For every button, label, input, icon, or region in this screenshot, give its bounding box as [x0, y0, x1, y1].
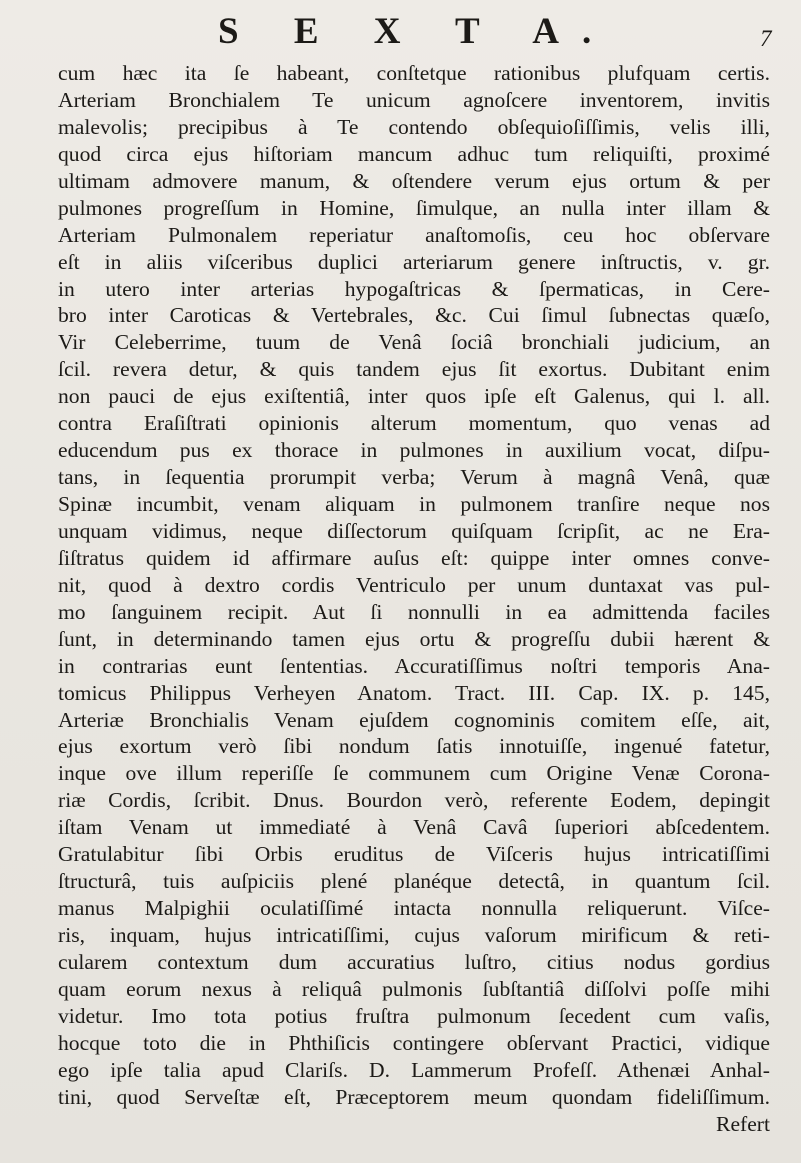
text-line: non pauci de ejus exiſtentiâ, inter quos ipſe eſt Galenus, qui l. all.	[58, 384, 770, 409]
text-line: riæ Cordis, ſcribit. Dnus. Bourdon verò, referente Eodem, depingit	[58, 788, 770, 813]
text-line: tini, quod Serveſtæ eſt, Præceptorem meum quondam fideliſſimum.	[58, 1084, 770, 1109]
text-line: ego ipſe talia apud Clariſs. D. Lammerum Profeſſ. Athenæi Anhal-	[58, 1057, 770, 1082]
text-line: in utero inter arterias hypogaſtricas & ſpermaticas, in Cere-	[58, 276, 770, 301]
text-line: iſtam Venam ut immediaté à Venâ Cavâ ſuperiori abſcedentem.	[58, 815, 770, 840]
text-line: cularem contextum dum accuratius luſtro, citius nodus gordius	[58, 949, 770, 974]
text-line: pulmones progreſſum in Homine, ſimulque, an nulla inter illam &	[58, 195, 770, 220]
text-line: ſunt, in determinando tamen ejus ortu & progreſſu dubii hærent &	[58, 626, 770, 651]
text-line: ſcil. revera detur, & quis tandem ejus ſit exortus. Dubitant enim	[58, 357, 770, 382]
text-line: quod circa ejus hiſtoriam mancum adhuc tum reliquiſti, proximé	[58, 141, 770, 166]
running-title: S E X T A.	[218, 11, 615, 52]
text-line: malevolis; precipibus à Te contendo obſequioſiſſimis, velis illi,	[58, 114, 770, 139]
text-line: ris, inquam, hujus intricatiſſimi, cujus vaſorum mirificum & reti-	[58, 923, 770, 947]
text-line: tomicus Philippus Verheyen Anatom. Tract. III. Cap. IX. p. 145,	[58, 680, 770, 705]
text-line: manus Malpighii oculatiſſimé intacta nonnulla reliquerunt. Viſce-	[58, 896, 770, 921]
text-line: contra Eraſiſtrati opinionis alterum momentum, quo venas ad	[58, 411, 770, 436]
text-line: in contrarias eunt ſententias. Accuratiſſimus noſtri temporis Ana-	[58, 653, 770, 678]
body-text	[58, 60, 770, 1138]
text-line: mo ſanguinem recipit. Aut ſi nonnulli in ea admittenda faciles	[58, 599, 770, 624]
text-line: Gratulabitur ſibi Orbis eruditus de Viſceris hujus intricatiſſimi	[58, 842, 770, 867]
text-line: bro inter Caroticas & Vertebrales, &c. Cui ſimul ſubnectas quæſo,	[58, 303, 770, 328]
text-line: Spinæ incumbit, venam aliquam in pulmonem tranſire neque nos	[58, 492, 770, 516]
text-line: ſiſtratus quidem id affirmare auſus eſt: quippe inter omnes conve-	[58, 545, 770, 570]
text-line: videtur. Imo tota potius fruſtra pulmonum ſecedent cum vaſis,	[58, 1003, 770, 1028]
text-line: Vir Celeberrime, tuum de Venâ ſociâ bronchiali judicium, an	[58, 330, 770, 355]
running-head	[0, 8, 801, 56]
text-line: hocque toto die in Phthiſicis contingere obſervant Practici, vidique	[58, 1030, 770, 1055]
text-line: Arteriam Bronchialem Te unicum agnoſcere inventorem, invitis	[58, 87, 770, 112]
text-line: Arteriæ Bronchialis Venam ejuſdem cognominis comitem eſſe, ait,	[58, 707, 770, 732]
text-line: unquam vidimus, neque diſſectorum quiſquam ſcripſit, ac ne Era-	[58, 518, 770, 543]
page-mark: 7	[760, 26, 772, 51]
text-line: quam eorum nexus à reliquâ pulmonis ſubſtantiâ diſſolvi poſſe mihi	[58, 976, 770, 1001]
text-line: ſtructurâ, tuis auſpiciis plené planéque detectâ, in quantum ſcil.	[58, 869, 770, 894]
text-line: eſt in aliis viſceribus duplici arteriarum genere inſtructis, v. gr.	[58, 249, 770, 274]
text-line: inque ove illum reperiſſe ſe communem cum Origine Venæ Corona-	[58, 761, 770, 786]
text-line: tans, in ſequentia prorumpit verba; Verum à magnâ Venâ, quæ	[58, 465, 770, 490]
text-line: ultimam admovere manum, & oſtendere verum ejus ortum & per	[58, 168, 770, 193]
text-line: nit, quod à dextro cordis Ventriculo per unum duntaxat vas pul-	[58, 572, 770, 597]
catchword: Refert	[716, 1111, 770, 1136]
text-line: Arteriam Pulmonalem reperiatur anaſtomoſis, ceu hoc obſervare	[58, 222, 770, 247]
text-line: educendum pus ex thorace in pulmones in auxilium vocat, diſpu-	[58, 438, 770, 463]
text-line: cum hæc ita ſe habeant, conſtetque rationibus plufquam certis.	[58, 61, 770, 85]
text-line: ejus exortum verò ſibi nondum ſatis innotuiſſe, ingenué fatetur,	[58, 734, 770, 759]
